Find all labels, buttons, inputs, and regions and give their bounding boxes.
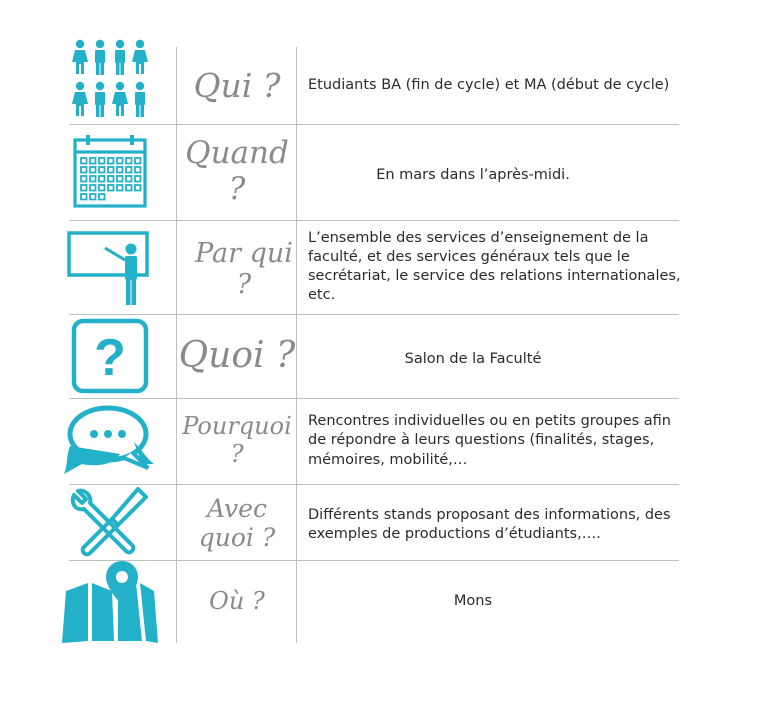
answer-text: Rencontres individuelles ou en petits groupes afin de répondre à leurs questions (finalités, stages, mémoires, mobilité,… [308,413,671,468]
answer-text: En mars dans l’après-midi. [376,167,570,184]
answer-text: Etudiants BA (fin de cycle) et MA (début de cycle) [308,76,670,93]
answer-text: L’ensemble des services d’enseignement de la faculté, et des services généraux tels que le secrétariat, le service des relations internationales, etc. [308,229,681,304]
question-mark-icon [62,314,158,398]
column-divider [176,47,177,643]
question-label: Par qui ? [195,237,293,300]
tools-icon [62,484,158,560]
question-label: Où ? [209,587,265,616]
speech-bubbles-icon [62,398,158,484]
map-pin-icon [62,560,158,644]
question-label: Quand ? [185,135,289,207]
question-label: Avec quoi ? [198,494,276,552]
question-label: Quoi ? [178,335,296,377]
column-divider [296,47,297,643]
question-label: Pourquoi ? [182,412,292,468]
answer-text: Salon de la Faculté [404,351,542,368]
question-label: Qui ? [193,65,281,105]
presenter-board-icon [62,220,158,314]
calendar-icon [62,124,158,220]
answer-text: Mons [453,593,493,610]
people-group-icon [62,32,158,124]
answer-text: Différents stands proposant des informations, des exemples de productions d’étudiants,…. [308,506,671,542]
svg-text:?: ? [94,329,126,387]
